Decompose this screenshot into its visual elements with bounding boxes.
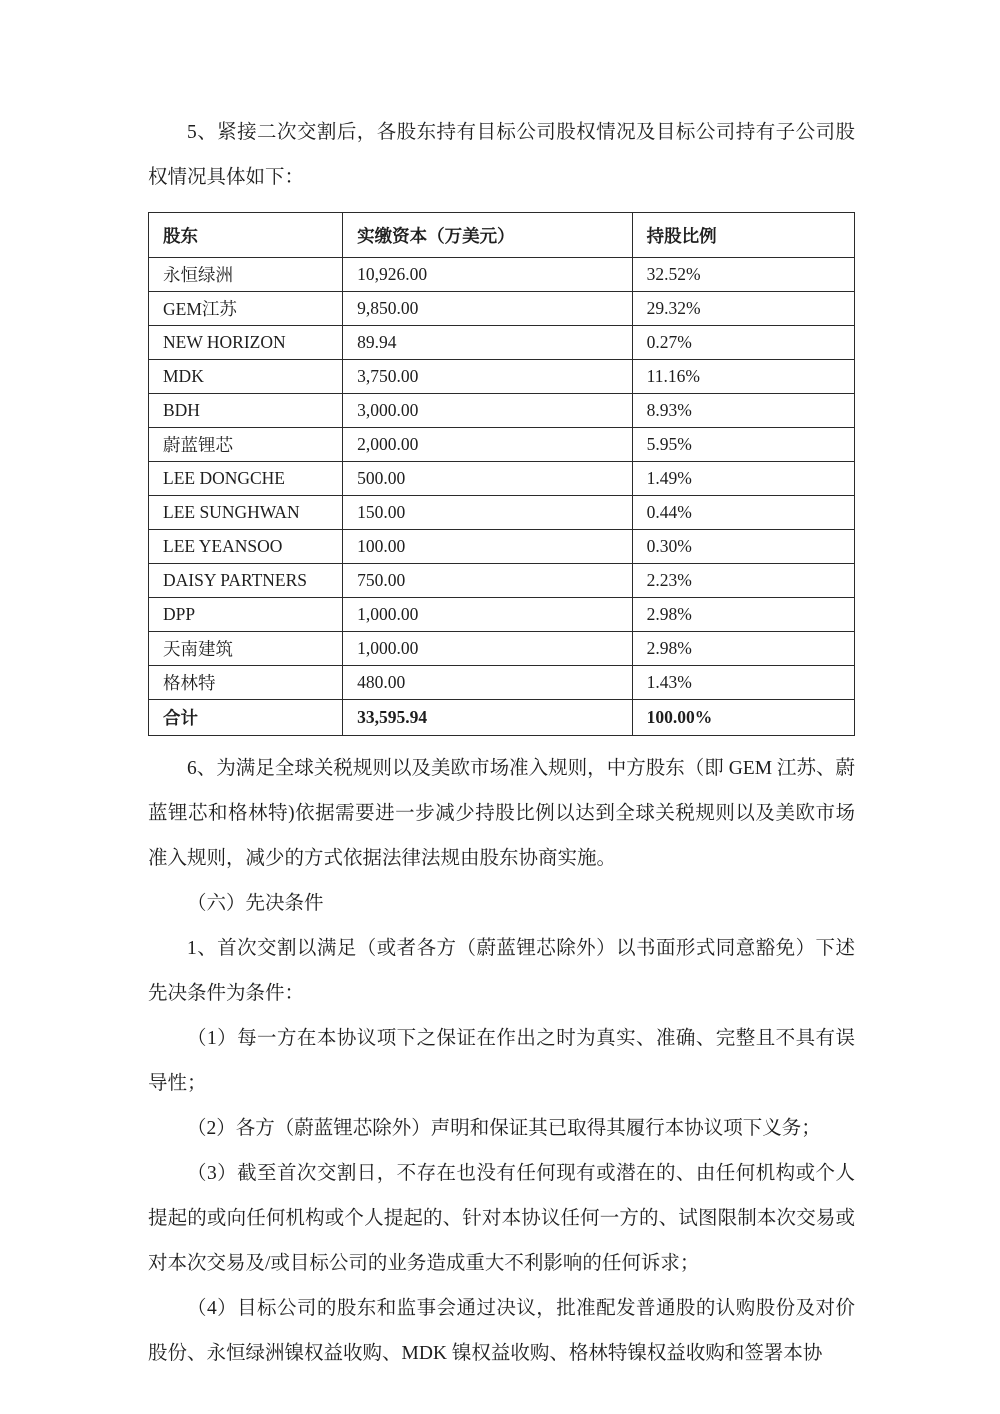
header-paid-in-capital: 实缴资本（万美元） — [343, 213, 632, 258]
shareholder-cell: 永恒绿洲 — [149, 258, 343, 292]
condition-item-2: （2）各方（蔚蓝锂芯除外）声明和保证其已取得其履行本协议项下义务； — [187, 1118, 821, 1139]
capital-cell: 1,000.00 — [343, 598, 632, 632]
paragraph-item-5: 5、紧接二次交割后，各股东持有目标公司股权情况及目标公司持有子公司股权情况具体如下： — [148, 122, 855, 188]
capital-cell: 9,850.00 — [343, 292, 632, 326]
capital-cell: 500.00 — [343, 462, 632, 496]
table-row — [149, 530, 855, 564]
total-label-cell: 合计 — [149, 700, 343, 736]
table-row — [149, 632, 855, 666]
shareholder-cell: 天南建筑 — [149, 632, 343, 666]
header-shareholder: 股东 — [149, 213, 343, 258]
table-row — [149, 496, 855, 530]
shareholder-cell: NEW HORIZON — [149, 326, 343, 360]
table-header-row — [149, 213, 855, 258]
table-row — [149, 428, 855, 462]
table-row — [149, 564, 855, 598]
shareholding-table — [148, 212, 855, 736]
capital-cell: 3,750.00 — [343, 360, 632, 394]
capital-cell: 2,000.00 — [343, 428, 632, 462]
shareholder-cell: DPP — [149, 598, 343, 632]
shareholder-cell: LEE YEANSOO — [149, 530, 343, 564]
ratio-cell: 2.23% — [632, 564, 854, 598]
ratio-cell: 8.93% — [632, 394, 854, 428]
condition-item-1: （1）每一方在本协议项下之保证在作出之时为真实、准确、完整且不具有误导性； — [148, 1028, 855, 1094]
shareholder-cell: LEE DONGCHE — [149, 462, 343, 496]
ratio-cell: 29.32% — [632, 292, 854, 326]
table-total-row — [149, 700, 855, 736]
ratio-cell: 0.27% — [632, 326, 854, 360]
capital-cell: 750.00 — [343, 564, 632, 598]
condition-item-3: （3）截至首次交割日，不存在也没有任何现有或潜在的、由任何机构或个人提起的或向任何机构或个人提起的、针对本协议任何一方的、试图限制本次交易或对本次交易及/或目标公司的业务造成重大不利影响的任何诉求； — [148, 1163, 855, 1274]
section-heading-6: （六）先决条件 — [187, 893, 324, 914]
table-row — [149, 326, 855, 360]
capital-cell: 89.94 — [343, 326, 632, 360]
table-row — [149, 666, 855, 700]
capital-cell: 1,000.00 — [343, 632, 632, 666]
paragraph-item-6: 6、为满足全球关税规则以及美欧市场准入规则，中方股东（即 GEM 江苏、蔚蓝锂芯和格林特)依据需要进一步减少持股比例以达到全球关税规则以及美欧市场准入规则，减少的方式依据法律法规由股东协商实施。 — [148, 758, 855, 869]
ratio-cell: 1.43% — [632, 666, 854, 700]
table-row — [149, 258, 855, 292]
shareholder-cell: MDK — [149, 360, 343, 394]
total-ratio-cell: 100.00% — [632, 700, 854, 736]
capital-cell: 100.00 — [343, 530, 632, 564]
table-row — [149, 598, 855, 632]
ratio-cell: 2.98% — [632, 598, 854, 632]
capital-cell: 10,926.00 — [343, 258, 632, 292]
ratio-cell: 2.98% — [632, 632, 854, 666]
ratio-cell: 0.30% — [632, 530, 854, 564]
paragraph-conditions-intro: 1、首次交割以满足（或者各方（蔚蓝锂芯除外）以书面形式同意豁免）下述先决条件为条件： — [148, 938, 855, 1004]
table-row — [149, 394, 855, 428]
shareholder-cell: DAISY PARTNERS — [149, 564, 343, 598]
ratio-cell: 5.95% — [632, 428, 854, 462]
header-shareholding-ratio: 持股比例 — [632, 213, 854, 258]
shareholder-cell: 格林特 — [149, 666, 343, 700]
condition-item-4: （4）目标公司的股东和监事会通过决议，批准配发普通股的认购股份及对价股份、永恒绿洲镍权益收购、MDK 镍权益收购、格林特镍权益收购和签署本协 — [148, 1298, 855, 1364]
ratio-cell: 0.44% — [632, 496, 854, 530]
ratio-cell: 11.16% — [632, 360, 854, 394]
shareholder-cell: 蔚蓝锂芯 — [149, 428, 343, 462]
capital-cell: 480.00 — [343, 666, 632, 700]
capital-cell: 3,000.00 — [343, 394, 632, 428]
table-row — [149, 462, 855, 496]
shareholder-cell: BDH — [149, 394, 343, 428]
table-row — [149, 360, 855, 394]
total-capital-cell: 33,595.94 — [343, 700, 632, 736]
table-row — [149, 292, 855, 326]
ratio-cell: 32.52% — [632, 258, 854, 292]
shareholder-cell: LEE SUNGHWAN — [149, 496, 343, 530]
capital-cell: 150.00 — [343, 496, 632, 530]
shareholder-cell: GEM江苏 — [149, 292, 343, 326]
ratio-cell: 1.49% — [632, 462, 854, 496]
